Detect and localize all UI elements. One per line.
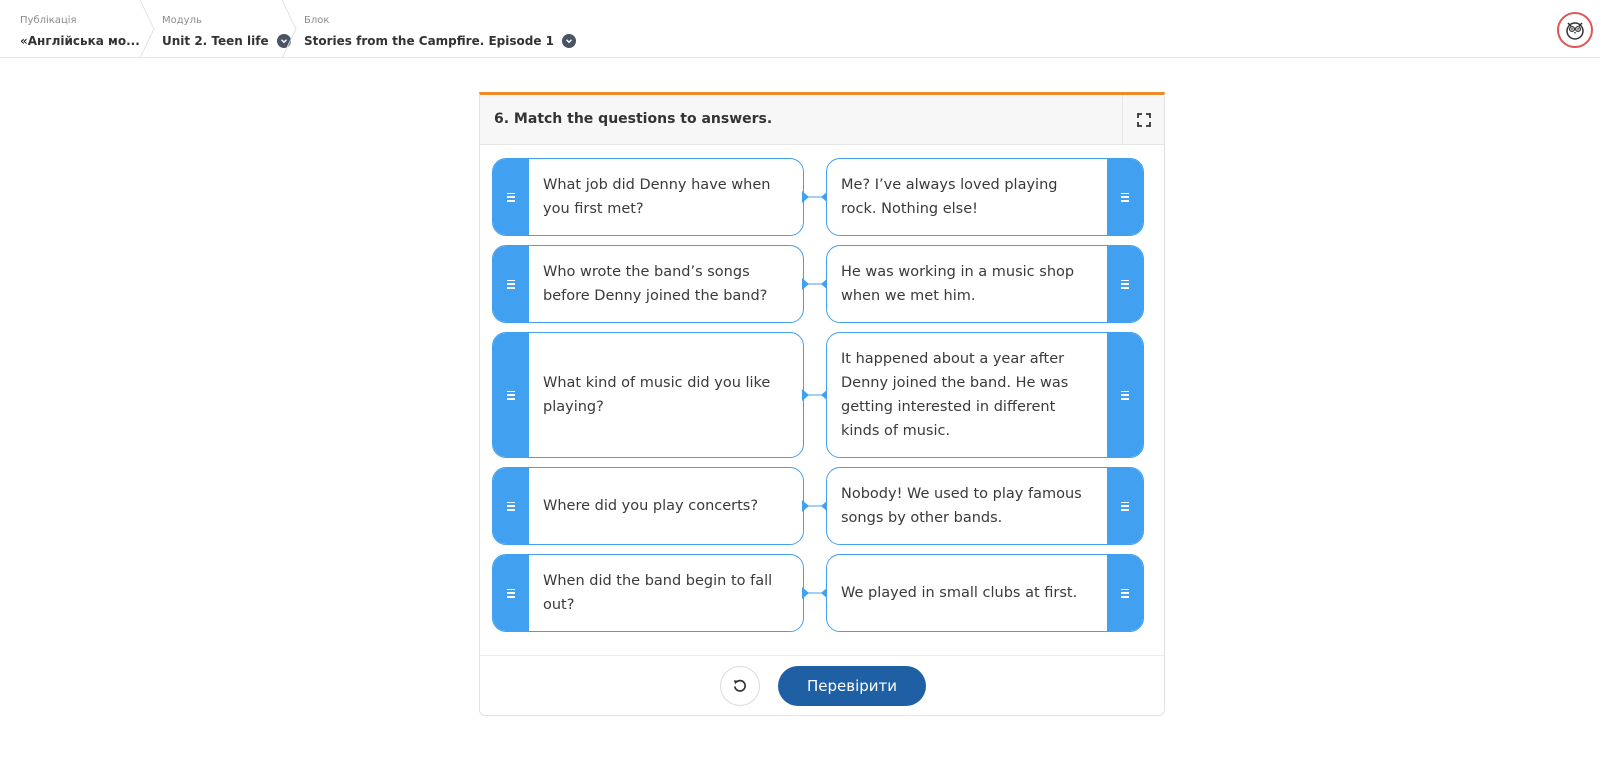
answer-item[interactable] [826, 245, 1144, 323]
drag-handle-icon [507, 391, 515, 400]
task-card [479, 92, 1165, 716]
drag-handle-icon [1121, 391, 1129, 400]
task-footer [480, 655, 1164, 715]
drag-handle-icon [507, 193, 515, 202]
drag-handle[interactable] [493, 468, 529, 544]
drag-handle-icon [507, 589, 515, 598]
breadcrumb-publication[interactable] [0, 0, 140, 58]
question-text: What job did Denny have when you first met? [543, 177, 771, 217]
breadcrumb-label: Модуль [162, 15, 202, 26]
answer-item[interactable] [826, 554, 1144, 632]
connector [802, 278, 828, 290]
answer-text: We played in small clubs at first. [841, 585, 1078, 601]
question-item[interactable] [492, 245, 804, 323]
breadcrumb-label: Публікація [20, 15, 77, 26]
breadcrumb-value: Stories from the Campfire. Episode 1 [304, 34, 576, 48]
answer-text: Me? I’ve always loved playing rock. Nothing else! [841, 177, 1058, 217]
drag-handle-icon [1121, 502, 1129, 511]
drag-handle-icon [1121, 280, 1129, 289]
answer-text: Nobody! We used to play famous songs by other bands. [841, 486, 1082, 526]
drag-handle[interactable] [1107, 333, 1143, 457]
question-item[interactable] [492, 554, 804, 632]
question-text: What kind of music did you like playing? [543, 375, 771, 415]
breadcrumb-label: Блок [304, 15, 330, 26]
drag-handle[interactable] [493, 159, 529, 235]
drag-handle[interactable] [1107, 159, 1143, 235]
answer-item[interactable] [826, 332, 1144, 458]
fullscreen-button[interactable] [1122, 95, 1164, 145]
question-item[interactable] [492, 467, 804, 545]
question-text: Where did you play concerts? [543, 498, 759, 514]
drag-handle-icon [1121, 589, 1129, 598]
question-text: Who wrote the band’s songs before Denny joined the band? [543, 264, 768, 304]
connector [802, 500, 828, 512]
owl-icon [1563, 18, 1587, 42]
drag-handle-icon [507, 280, 515, 289]
chevron-down-icon[interactable] [562, 34, 576, 48]
connector [802, 389, 828, 401]
answer-text: He was working in a music shop when we met him. [841, 264, 1075, 304]
answer-item[interactable] [826, 467, 1144, 545]
breadcrumb-module[interactable] [142, 0, 282, 58]
answer-text: It happened about a year after Denny joined the band. He was getting interested in different kinds of music. [841, 351, 1069, 439]
breadcrumb-bar [0, 0, 1600, 58]
question-item[interactable] [492, 332, 804, 458]
reset-icon [732, 678, 748, 694]
connector [802, 191, 828, 203]
question-item[interactable] [492, 158, 804, 236]
avatar[interactable] [1557, 12, 1593, 48]
drag-handle[interactable] [1107, 246, 1143, 322]
drag-handle[interactable] [493, 555, 529, 631]
reset-button[interactable] [720, 666, 760, 706]
drag-handle[interactable] [1107, 555, 1143, 631]
breadcrumb-block[interactable] [284, 0, 564, 58]
breadcrumb-value: «Англійська мо... [20, 34, 140, 48]
drag-handle-icon [1121, 193, 1129, 202]
task-header [480, 95, 1164, 145]
drag-handle[interactable] [493, 333, 529, 457]
check-button[interactable]: Перевірити [778, 666, 926, 706]
connector [802, 587, 828, 599]
question-text: When did the band begin to fall out? [543, 573, 773, 613]
drag-handle[interactable] [493, 246, 529, 322]
task-title: 6. Match the questions to answers. [494, 111, 773, 127]
answer-item[interactable] [826, 158, 1144, 236]
drag-handle-icon [507, 502, 515, 511]
drag-handle[interactable] [1107, 468, 1143, 544]
breadcrumb-value: Unit 2. Teen life [162, 34, 291, 48]
fullscreen-icon [1137, 113, 1151, 127]
